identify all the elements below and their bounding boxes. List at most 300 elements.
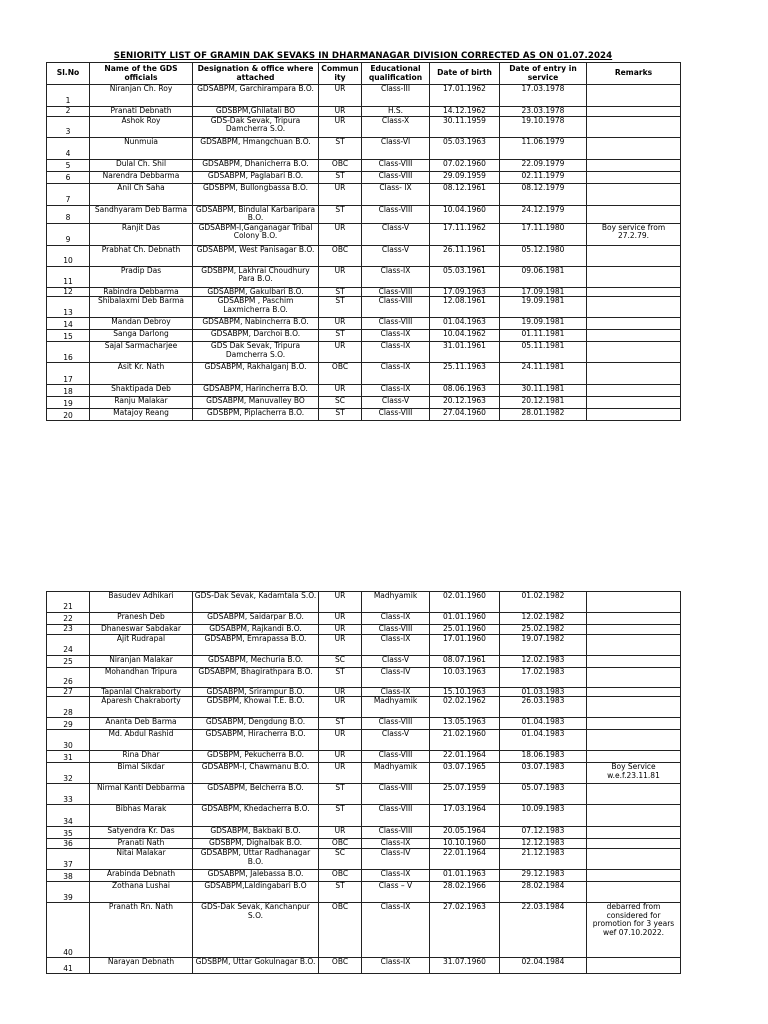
cell-education: Class-X xyxy=(362,116,430,137)
cell-dob: 10.04.1960 xyxy=(430,205,500,223)
cell-designation: GDSABPM, Khedacherra B.O. xyxy=(193,805,319,827)
cell-community: UR xyxy=(319,342,362,363)
cell-education: Class-VIII xyxy=(362,409,430,421)
cell-name: Sajal Sarmacharjee xyxy=(90,342,193,363)
cell-name: Satyendra Kr. Das xyxy=(90,827,193,839)
cell-education: Class-IX xyxy=(362,687,430,697)
cell-slno: 2 xyxy=(47,107,90,117)
cell-slno: 23 xyxy=(47,625,90,635)
cell-remarks xyxy=(587,687,681,697)
document-title: SENIORITY LIST OF GRAMIN DAK SEVAKS IN DHARMANAGAR DIVISION CORRECTED AS ON 01.07.2024 xyxy=(113,51,613,61)
cell-name: Ranju Malakar xyxy=(90,397,193,409)
cell-designation: GDSBPM, Pekucherra B.O. xyxy=(193,751,319,763)
cell-education: Class-VIII xyxy=(362,751,430,763)
cell-doe: 17.02.1983 xyxy=(500,667,587,687)
cell-name: Narendra Debbarma xyxy=(90,171,193,183)
cell-slno: 26 xyxy=(47,667,90,687)
cell-doe: 22.09.1979 xyxy=(500,159,587,171)
cell-community: UR xyxy=(319,183,362,205)
cell-remarks xyxy=(587,592,681,613)
cell-name: Nitai Malakar xyxy=(90,849,193,870)
cell-dob: 31.07.1960 xyxy=(430,958,500,974)
cell-slno: 6 xyxy=(47,171,90,183)
cell-name: Bimal Sikdar xyxy=(90,763,193,784)
cell-doe: 18.06.1983 xyxy=(500,751,587,763)
table-row xyxy=(47,625,681,635)
cell-designation: GDSABPM, Saidarpar B.O. xyxy=(193,613,319,625)
cell-dob: 12.08.1961 xyxy=(430,297,500,318)
cell-education: Class-VIII xyxy=(362,287,430,297)
cell-education: Class-VIII xyxy=(362,297,430,318)
cell-community: UR xyxy=(319,592,362,613)
table-row xyxy=(47,171,681,183)
cell-remarks xyxy=(587,613,681,625)
cell-education: Class-VI xyxy=(362,137,430,159)
cell-remarks xyxy=(587,297,681,318)
cell-doe: 01.11.1981 xyxy=(500,330,587,342)
cell-designation: GDSBPM, Piplacherra B.O. xyxy=(193,409,319,421)
cell-remarks: debarred from considered for promotion for 3 years wef 07.10.2022. xyxy=(587,903,681,958)
cell-doe: 05.07.1983 xyxy=(500,784,587,805)
cell-community: ST xyxy=(319,330,362,342)
cell-education: H.S. xyxy=(362,107,430,117)
cell-remarks xyxy=(587,870,681,882)
table-row xyxy=(47,183,681,205)
cell-community: ST xyxy=(319,882,362,903)
cell-designation: GDSABPM, Rajkandi B.O. xyxy=(193,625,319,635)
cell-education: Class-VIII xyxy=(362,805,430,827)
cell-community: UR xyxy=(319,751,362,763)
cell-designation: GDSABPM, Uttar Radhanagar B.O. xyxy=(193,849,319,870)
table-row xyxy=(47,687,681,697)
cell-name: Shaktipada Deb xyxy=(90,385,193,397)
cell-remarks xyxy=(587,342,681,363)
cell-slno: 21 xyxy=(47,592,90,613)
cell-dob: 02.01.1960 xyxy=(430,592,500,613)
cell-name: Shibalaxmi Deb Barma xyxy=(90,297,193,318)
cell-slno: 1 xyxy=(47,85,90,107)
cell-community: ST xyxy=(319,805,362,827)
cell-dob: 25.11.1963 xyxy=(430,363,500,385)
cell-education: Class-IX xyxy=(362,839,430,849)
cell-designation: GDSABPM, Dengdung B.O. xyxy=(193,718,319,730)
seniority-table-part-2 xyxy=(46,591,681,974)
cell-doe: 29.12.1983 xyxy=(500,870,587,882)
cell-education: Madhyamik xyxy=(362,592,430,613)
cell-community: UR xyxy=(319,730,362,751)
cell-dob: 27.04.1960 xyxy=(430,409,500,421)
cell-education: Class-IX xyxy=(362,958,430,974)
cell-community: ST xyxy=(319,409,362,421)
table-row xyxy=(47,667,681,687)
cell-slno: 37 xyxy=(47,849,90,870)
cell-remarks xyxy=(587,137,681,159)
cell-name: Bibhas Marak xyxy=(90,805,193,827)
cell-education: Class-VIII xyxy=(362,784,430,805)
cell-doe: 01.04.1983 xyxy=(500,718,587,730)
cell-community: OBC xyxy=(319,363,362,385)
cell-doe: 08.12.1979 xyxy=(500,183,587,205)
cell-community: OBC xyxy=(319,245,362,266)
cell-designation: GDSABPM, Jalebassa B.O. xyxy=(193,870,319,882)
cell-slno: 35 xyxy=(47,827,90,839)
table-row xyxy=(47,805,681,827)
cell-doe: 01.03.1983 xyxy=(500,687,587,697)
cell-designation: GDS Dak Sevak, Tripura Damcherra S.O. xyxy=(193,342,319,363)
cell-community: UR xyxy=(319,116,362,137)
cell-designation: GDSABPM, Srirampur B.O. xyxy=(193,687,319,697)
cell-dob: 13.05.1963 xyxy=(430,718,500,730)
cell-education: Class-V xyxy=(362,730,430,751)
table-row xyxy=(47,849,681,870)
cell-name: Tapanlal Chakraborty xyxy=(90,687,193,697)
cell-slno: 38 xyxy=(47,870,90,882)
cell-dob: 10.03.1963 xyxy=(430,667,500,687)
cell-slno: 12 xyxy=(47,287,90,297)
cell-designation: GDSABPM, Manuvalley BO xyxy=(193,397,319,409)
cell-community: UR xyxy=(319,697,362,718)
cell-designation: GDSABPM, Hiracherra B.O. xyxy=(193,730,319,751)
header-dob: Date of birth xyxy=(430,63,500,85)
cell-community: UR xyxy=(319,266,362,287)
cell-dob: 22.01.1964 xyxy=(430,751,500,763)
cell-remarks xyxy=(587,730,681,751)
cell-designation: GDSABPM, Bhagirathpara B.O. xyxy=(193,667,319,687)
cell-doe: 02.04.1984 xyxy=(500,958,587,974)
cell-designation: GDSABPM, Rakhalganj B.O. xyxy=(193,363,319,385)
cell-remarks xyxy=(587,85,681,107)
table-row xyxy=(47,592,681,613)
cell-slno: 15 xyxy=(47,330,90,342)
cell-doe: 12.12.1983 xyxy=(500,839,587,849)
cell-remarks xyxy=(587,385,681,397)
cell-designation: GDSABPM , Paschim Laxmicherra B.O. xyxy=(193,297,319,318)
cell-slno: 32 xyxy=(47,763,90,784)
cell-designation: GDSABPM-I,Ganganagar Tribal Colony B.O. xyxy=(193,223,319,245)
cell-dob: 05.03.1961 xyxy=(430,266,500,287)
seniority-table-part-1 xyxy=(46,62,681,421)
cell-designation: GDSBPM, Lakhrai Choudhury Para B.O. xyxy=(193,266,319,287)
cell-remarks xyxy=(587,849,681,870)
cell-dob: 10.04.1962 xyxy=(430,330,500,342)
cell-remarks: Boy service from 27.2.79. xyxy=(587,223,681,245)
cell-dob: 22.01.1964 xyxy=(430,849,500,870)
cell-dob: 25.07.1959 xyxy=(430,784,500,805)
cell-dob: 30.11.1959 xyxy=(430,116,500,137)
cell-name: Asit Kr. Nath xyxy=(90,363,193,385)
cell-community: UR xyxy=(319,763,362,784)
table-row xyxy=(47,159,681,171)
cell-name: Pranati Debnath xyxy=(90,107,193,117)
header-community: Community xyxy=(319,63,362,85)
cell-community: ST xyxy=(319,287,362,297)
cell-slno: 5 xyxy=(47,159,90,171)
cell-remarks xyxy=(587,330,681,342)
cell-education: Class-V xyxy=(362,655,430,667)
table-row xyxy=(47,397,681,409)
cell-doe: 28.02.1984 xyxy=(500,882,587,903)
header-name: Name of the GDS officials xyxy=(90,63,193,85)
cell-education: Class-IX xyxy=(362,903,430,958)
table-row xyxy=(47,827,681,839)
cell-remarks xyxy=(587,409,681,421)
cell-remarks xyxy=(587,183,681,205)
cell-remarks xyxy=(587,718,681,730)
cell-designation: GDSBPM,Ghilatali BO xyxy=(193,107,319,117)
cell-designation: GDSBPM, Uttar Gokulnagar B.O. xyxy=(193,958,319,974)
cell-dob: 20.05.1964 xyxy=(430,827,500,839)
cell-dob: 25.01.1960 xyxy=(430,625,500,635)
cell-community: OBC xyxy=(319,159,362,171)
cell-doe: 19.07.1982 xyxy=(500,634,587,655)
table-row xyxy=(47,223,681,245)
table-row xyxy=(47,409,681,421)
cell-designation: GDSABPM, Dhanicherra B.O. xyxy=(193,159,319,171)
cell-community: ST xyxy=(319,205,362,223)
cell-slno: 16 xyxy=(47,342,90,363)
cell-remarks xyxy=(587,171,681,183)
cell-doe: 02.11.1979 xyxy=(500,171,587,183)
cell-doe: 19.09.1981 xyxy=(500,297,587,318)
cell-dob: 03.07.1965 xyxy=(430,763,500,784)
cell-doe: 17.03.1978 xyxy=(500,85,587,107)
cell-designation: GDSABPM-I, Chawmanu B.O. xyxy=(193,763,319,784)
cell-dob: 01.04.1963 xyxy=(430,318,500,330)
cell-name: Anil Ch Saha xyxy=(90,183,193,205)
cell-dob: 27.02.1963 xyxy=(430,903,500,958)
table-row xyxy=(47,116,681,137)
cell-education: Class-VIII xyxy=(362,159,430,171)
cell-slno: 11 xyxy=(47,266,90,287)
cell-name: Basudev Adhikari xyxy=(90,592,193,613)
cell-education: Class- IX xyxy=(362,183,430,205)
cell-slno: 7 xyxy=(47,183,90,205)
cell-slno: 40 xyxy=(47,903,90,958)
cell-community: UR xyxy=(319,85,362,107)
cell-slno: 3 xyxy=(47,116,90,137)
cell-designation: GDSABPM, Garchirampara B.O. xyxy=(193,85,319,107)
cell-doe: 23.03.1978 xyxy=(500,107,587,117)
table-row xyxy=(47,751,681,763)
cell-name: Dhaneswar Sabdakar xyxy=(90,625,193,635)
table-row xyxy=(47,342,681,363)
table-row xyxy=(47,634,681,655)
cell-education: Class-IV xyxy=(362,667,430,687)
cell-education: Class-IX xyxy=(362,613,430,625)
cell-slno: 34 xyxy=(47,805,90,827)
cell-name: Dulal Ch. Shil xyxy=(90,159,193,171)
cell-education: Class-V xyxy=(362,397,430,409)
cell-slno: 20 xyxy=(47,409,90,421)
cell-community: UR xyxy=(319,625,362,635)
cell-slno: 24 xyxy=(47,634,90,655)
cell-designation: GDSABPM, Gakulbari B.O. xyxy=(193,287,319,297)
cell-dob: 17.01.1960 xyxy=(430,634,500,655)
cell-education: Madhyamik xyxy=(362,697,430,718)
cell-education: Class-IX xyxy=(362,870,430,882)
table-row xyxy=(47,903,681,958)
cell-community: UR xyxy=(319,687,362,697)
cell-education: Class-IV xyxy=(362,849,430,870)
cell-remarks xyxy=(587,107,681,117)
cell-name: Pranesh Deb xyxy=(90,613,193,625)
cell-doe: 05.11.1981 xyxy=(500,342,587,363)
cell-doe: 21.12.1983 xyxy=(500,849,587,870)
cell-remarks xyxy=(587,958,681,974)
table-row xyxy=(47,297,681,318)
cell-education: Class-VIII xyxy=(362,718,430,730)
cell-education: Madhyamik xyxy=(362,763,430,784)
cell-dob: 31.01.1961 xyxy=(430,342,500,363)
cell-community: UR xyxy=(319,385,362,397)
cell-slno: 30 xyxy=(47,730,90,751)
cell-slno: 10 xyxy=(47,245,90,266)
cell-slno: 18 xyxy=(47,385,90,397)
cell-remarks xyxy=(587,827,681,839)
table-header-row xyxy=(47,63,681,85)
cell-education: Class-IX xyxy=(362,266,430,287)
table-row xyxy=(47,613,681,625)
cell-slno: 36 xyxy=(47,839,90,849)
cell-community: UR xyxy=(319,634,362,655)
cell-remarks xyxy=(587,245,681,266)
cell-education: Class-IX xyxy=(362,330,430,342)
cell-doe: 01.04.1983 xyxy=(500,730,587,751)
cell-name: Pranath Rn. Nath xyxy=(90,903,193,958)
cell-remarks xyxy=(587,205,681,223)
cell-name: Sanga Darlong xyxy=(90,330,193,342)
cell-doe: 09.06.1981 xyxy=(500,266,587,287)
cell-community: UR xyxy=(319,107,362,117)
cell-remarks xyxy=(587,667,681,687)
table-row xyxy=(47,718,681,730)
cell-doe: 20.12.1981 xyxy=(500,397,587,409)
cell-name: Arabinda Debnath xyxy=(90,870,193,882)
cell-slno: 29 xyxy=(47,718,90,730)
cell-community: SC xyxy=(319,849,362,870)
cell-education: Class – V xyxy=(362,882,430,903)
cell-designation: GDS-Dak Sevak, Kanchanpur S.O. xyxy=(193,903,319,958)
table-row xyxy=(47,318,681,330)
cell-education: Class-VIII xyxy=(362,318,430,330)
cell-name: Narayan Debnath xyxy=(90,958,193,974)
cell-doe: 12.02.1982 xyxy=(500,613,587,625)
cell-doe: 17.09.1981 xyxy=(500,287,587,297)
cell-slno: 27 xyxy=(47,687,90,697)
cell-dob: 17.01.1962 xyxy=(430,85,500,107)
cell-slno: 33 xyxy=(47,784,90,805)
cell-name: Ashok Roy xyxy=(90,116,193,137)
cell-name: Nunmuia xyxy=(90,137,193,159)
cell-remarks xyxy=(587,697,681,718)
cell-community: SC xyxy=(319,655,362,667)
table-row xyxy=(47,385,681,397)
cell-community: OBC xyxy=(319,958,362,974)
cell-slno: 8 xyxy=(47,205,90,223)
cell-community: UR xyxy=(319,318,362,330)
cell-slno: 25 xyxy=(47,655,90,667)
cell-designation: GDSABPM,Laldingabari B.O xyxy=(193,882,319,903)
cell-doe: 28.01.1982 xyxy=(500,409,587,421)
cell-education: Class-IX xyxy=(362,634,430,655)
cell-name: Md. Abdul Rashid xyxy=(90,730,193,751)
cell-education: Class-VIII xyxy=(362,171,430,183)
cell-name: Mandan Debroy xyxy=(90,318,193,330)
cell-name: Rabindra Debbarma xyxy=(90,287,193,297)
cell-remarks xyxy=(587,397,681,409)
cell-education: Class-III xyxy=(362,85,430,107)
cell-education: Class-VIII xyxy=(362,205,430,223)
header-slno: Sl.No xyxy=(47,63,90,85)
cell-designation: GDSBPM, Dighalbak B.O. xyxy=(193,839,319,849)
cell-community: UR xyxy=(319,827,362,839)
table-row xyxy=(47,784,681,805)
cell-community: ST xyxy=(319,297,362,318)
cell-name: Ajit Rudrapal xyxy=(90,634,193,655)
cell-remarks xyxy=(587,318,681,330)
cell-doe: 24.11.1981 xyxy=(500,363,587,385)
cell-slno: 9 xyxy=(47,223,90,245)
table-row xyxy=(47,363,681,385)
cell-slno: 28 xyxy=(47,697,90,718)
cell-remarks xyxy=(587,882,681,903)
cell-name: Niranjan Ch. Roy xyxy=(90,85,193,107)
table-row xyxy=(47,958,681,974)
cell-remarks xyxy=(587,116,681,137)
cell-doe: 12.02.1983 xyxy=(500,655,587,667)
cell-dob: 26.11.1961 xyxy=(430,245,500,266)
cell-dob: 01.01.1960 xyxy=(430,613,500,625)
cell-dob: 14.12.1962 xyxy=(430,107,500,117)
cell-education: Class-IX xyxy=(362,342,430,363)
cell-doe: 03.07.1983 xyxy=(500,763,587,784)
cell-dob: 05.03.1963 xyxy=(430,137,500,159)
cell-dob: 15.10.1963 xyxy=(430,687,500,697)
cell-name: Sandhyaram Deb Barma xyxy=(90,205,193,223)
cell-doe: 10.09.1983 xyxy=(500,805,587,827)
table-row xyxy=(47,839,681,849)
cell-designation: GDS-Dak Sevak, Tripura Damcherra S.O. xyxy=(193,116,319,137)
cell-community: UR xyxy=(319,613,362,625)
cell-designation: GDSABPM, Mechuria B.O. xyxy=(193,655,319,667)
cell-remarks xyxy=(587,839,681,849)
cell-dob: 17.03.1964 xyxy=(430,805,500,827)
header-designation: Designation & office where attached xyxy=(193,63,319,85)
cell-doe: 07.12.1983 xyxy=(500,827,587,839)
cell-slno: 31 xyxy=(47,751,90,763)
cell-name: Ranjit Das xyxy=(90,223,193,245)
cell-name: Prabhat Ch. Debnath xyxy=(90,245,193,266)
table-row xyxy=(47,730,681,751)
cell-community: OBC xyxy=(319,839,362,849)
cell-community: ST xyxy=(319,667,362,687)
cell-remarks xyxy=(587,625,681,635)
cell-name: Zothana Lushai xyxy=(90,882,193,903)
cell-name: Ananta Deb Barma xyxy=(90,718,193,730)
cell-doe: 11.06.1979 xyxy=(500,137,587,159)
cell-doe: 26.03.1983 xyxy=(500,697,587,718)
cell-remarks xyxy=(587,159,681,171)
cell-community: ST xyxy=(319,137,362,159)
cell-dob: 28.02.1966 xyxy=(430,882,500,903)
table-row xyxy=(47,205,681,223)
cell-remarks xyxy=(587,634,681,655)
cell-dob: 21.02.1960 xyxy=(430,730,500,751)
cell-name: Mohandhan Tripura xyxy=(90,667,193,687)
cell-name: Aparesh Chakraborty xyxy=(90,697,193,718)
cell-remarks xyxy=(587,655,681,667)
cell-dob: 29.09.1959 xyxy=(430,171,500,183)
